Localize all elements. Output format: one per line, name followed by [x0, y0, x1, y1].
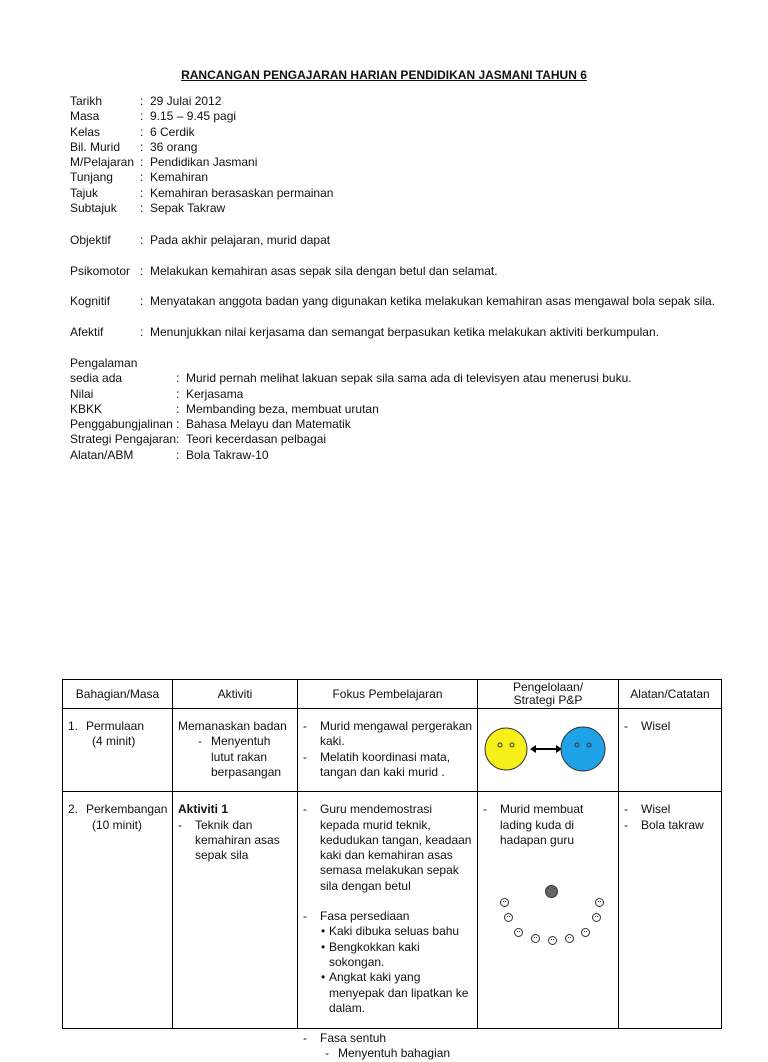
info-row-subtajuk: Subtajuk : Sepak Takraw — [70, 201, 226, 216]
pengalaman-heading: Pengalaman — [70, 356, 138, 370]
lesson-info — [70, 94, 333, 216]
afektif-row: Afektif : Menunjukkan nilai kerjasama dan semangat berpasukan ketika melakukan aktiviti berkumpulan. — [70, 325, 659, 339]
student-icon — [514, 928, 523, 937]
header-fokus: Fokus Pembelajaran — [298, 680, 478, 709]
info-row-tarikh: Tarikh : 29 Julai 2012 — [70, 94, 222, 108]
table-header-row — [63, 680, 722, 709]
objektif-row: Objektif : Pada akhir pelajaran, murid dapat — [70, 233, 331, 247]
student-icon — [504, 913, 513, 922]
psikomotor-row: Psikomotor : Melakukan kemahiran asas sepak sila dengan betul dan selamat. — [70, 264, 498, 278]
row1-bahagian: 1. Permulaan (4 minit) — [63, 709, 173, 792]
info-row-tajuk: Tajuk : Kemahiran berasaskan permainan — [70, 185, 334, 200]
student-icon — [548, 936, 557, 945]
row2-aktiviti: Aktiviti 1 - Teknik dan kemahiran asas sepak sila — [173, 792, 298, 1029]
info2-row-alatan: Alatan/ABM : Bola Takraw-10 — [70, 447, 269, 462]
blue-smiley-icon — [561, 727, 605, 771]
info2-row-strategi: Strategi Pengajaran : Teori kecerdasan pelbagai — [70, 432, 327, 447]
row2-fokus: - Guru mendemostrasi kepada murid teknik, kedudukan tangan, keadaan kaki dan kemahiran asas semasa melakukan sepak sila dengan betul - Fasa persediaan • Kaki dibuka seluas bahu • Bengkokkan kaki sokongan. • Angkat kaki yang menyepak dan lipatkan ke dalam. - Fasa sentuh - Menyentuh bahagian — [298, 792, 478, 1029]
info2-row-kbkk: KBKK : Membanding beza, membuat urutan — [70, 401, 379, 416]
lesson-plan-table — [62, 679, 722, 1061]
row1-aktiviti: Memanaskan badan - Menyentuh lutut rakan berpasangan — [173, 709, 298, 792]
info-row-tunjang: Tunjang : Kemahiran — [70, 170, 209, 185]
student-icon — [595, 898, 604, 907]
row1-fokus: - Murid mengawal pergerakan kaki. - Melatih koordinasi mata, tangan dan kaki murid . — [298, 709, 478, 792]
row2-pengelolaan: - Murid membuat lading kuda di hadapan guru — [478, 792, 619, 1029]
info2-row-sedia-ada: sedia ada : Murid pernah melihat lakuan sepak sila sama ada di televisyen atau menerusi buku. — [70, 371, 632, 386]
row2-alatan: - Wisel - Bola takraw — [619, 792, 722, 1029]
info2-row-penggabungjalinan: Penggabungjalinan : Bahasa Melayu dan Matematik — [70, 417, 351, 432]
lesson-info-secondary — [70, 356, 632, 463]
info-row-mata-pelajaran: M/Pelajaran : Pendidikan Jasmani — [70, 155, 258, 170]
student-icon — [592, 913, 601, 922]
row2-bahagian: 2. Perkembangan (10 minit) — [63, 792, 173, 1029]
info-row-bil-murid: Bil. Murid : 36 orang — [70, 139, 198, 154]
info-row-masa: Masa : 9.15 – 9.45 pagi — [70, 109, 237, 124]
student-icon — [581, 928, 590, 937]
page-title: RANCANGAN PENGAJARAN HARIAN PENDIDIKAN JASMANI TAHUN 6 — [181, 68, 587, 82]
pair-diagram — [478, 709, 619, 787]
yellow-smiley-icon — [485, 728, 527, 770]
horseshoe-formation — [483, 848, 614, 938]
row1-pengelolaan — [478, 709, 619, 792]
student-icon — [565, 934, 574, 943]
header-aktiviti: Aktiviti — [173, 680, 298, 709]
student-icon — [531, 934, 540, 943]
info-row-kelas: Kelas : 6 Cerdik — [70, 124, 195, 139]
header-alatan: Alatan/Catatan — [619, 680, 722, 709]
info2-row-nilai: Nilai : Kerjasama — [70, 386, 244, 401]
row1-alatan: - Wisel — [619, 709, 722, 792]
student-icon — [500, 898, 509, 907]
teacher-icon — [545, 885, 558, 898]
table-row — [63, 792, 722, 1029]
header-pengelolaan: Pengelolaan/ Strategi P&P — [478, 680, 619, 709]
kognitif-row: Kognitif : Menyatakan anggota badan yang digunakan ketika melakukan kemahiran asas mengawal bola sepak sila. — [70, 294, 716, 308]
header-bahagian: Bahagian/Masa — [63, 680, 173, 709]
table-row — [63, 709, 722, 792]
